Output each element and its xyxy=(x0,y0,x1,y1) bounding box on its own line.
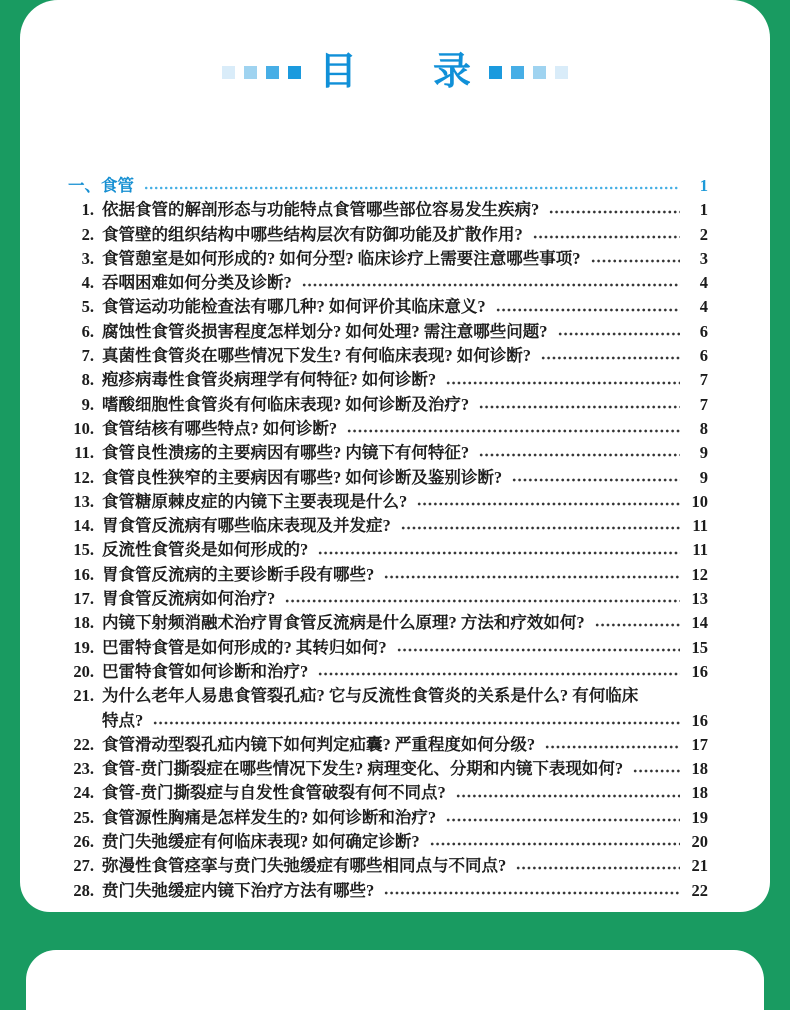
item-text: 胃食管反流病有哪些临床表现及并发症? xyxy=(102,516,391,536)
item-text: 吞咽困难如何分类及诊断? xyxy=(102,273,292,293)
item-number: 3. xyxy=(81,248,94,268)
item-text: 胃食管反流病如何治疗? xyxy=(102,589,276,609)
page-number: 4 xyxy=(699,297,708,317)
toc-item xyxy=(68,611,708,635)
toc-item xyxy=(68,587,708,611)
item-number: 12. xyxy=(73,467,94,487)
toc-item xyxy=(68,295,708,319)
page-number: 12 xyxy=(691,564,708,584)
item-text: 依据食管的解剖形态与功能特点食管哪些部位容易发生疾病? xyxy=(102,200,540,220)
deco-square xyxy=(266,66,279,79)
item-text: 食管良性溃疡的主要病因有哪些? 内镜下有何特征? xyxy=(102,443,470,463)
item-number: 7. xyxy=(81,346,94,366)
dot-leader xyxy=(347,428,680,434)
page-number: 11 xyxy=(692,540,708,560)
toc-item xyxy=(68,441,708,465)
toc-item xyxy=(68,830,708,854)
deco-square xyxy=(533,66,546,79)
item-text: 食管糖原棘皮症的内镜下主要表现是什么? xyxy=(102,491,408,511)
toc-item xyxy=(68,198,708,222)
item-number: 19. xyxy=(73,637,94,657)
page-number: 10 xyxy=(691,491,708,511)
page-number: 1 xyxy=(699,200,708,220)
next-card-preview xyxy=(26,950,764,1010)
item-text: 食管运动功能检查法有哪几种? 如何评价其临床意义? xyxy=(102,297,486,317)
page-number: 15 xyxy=(691,637,708,657)
dot-leader xyxy=(633,768,680,774)
dot-leader xyxy=(479,404,680,410)
page-number: 7 xyxy=(699,370,708,390)
item-text: 食管-贲门撕裂症与自发性食管破裂有何不同点? xyxy=(102,783,446,803)
page-number: 1 xyxy=(699,176,708,195)
toc-item xyxy=(68,223,708,247)
item-number: 9. xyxy=(81,394,94,414)
item-number: 6. xyxy=(81,321,94,341)
toc-item xyxy=(68,393,708,417)
toc-item xyxy=(68,320,708,344)
deco-square xyxy=(511,66,524,79)
page-number: 7 xyxy=(699,394,708,414)
toc-header xyxy=(20,0,770,96)
item-text: 贲门失弛缓症有何临床表现? 如何确定诊断? xyxy=(102,832,420,852)
item-text: 胃食管反流病的主要诊断手段有哪些? xyxy=(102,564,375,584)
item-text: 巴雷特食管是如何形成的? 其转归如何? xyxy=(102,637,387,657)
item-number: 22. xyxy=(73,734,94,754)
page-number: 21 xyxy=(691,856,708,876)
item-number: 1. xyxy=(81,200,94,220)
dot-leader xyxy=(479,452,680,458)
item-text: 食管源性胸痛是怎样发生的? 如何诊断和治疗? xyxy=(102,807,437,827)
page-number: 20 xyxy=(691,832,708,852)
dot-leader xyxy=(384,574,680,580)
item-number: 11. xyxy=(74,443,94,463)
toc-item xyxy=(68,247,708,271)
deco-square xyxy=(555,66,568,79)
item-number: 28. xyxy=(73,880,94,900)
page-number: 11 xyxy=(692,516,708,536)
dot-leader xyxy=(401,525,680,531)
toc-item xyxy=(68,514,708,538)
item-number: 25. xyxy=(73,807,94,827)
item-text: 嗜酸细胞性食管炎有何临床表现? 如何诊断及治疗? xyxy=(102,394,470,414)
item-text: 腐蚀性食管炎损害程度怎样划分? 如何处理? 需注意哪些问题? xyxy=(102,321,548,341)
toc-item xyxy=(68,879,708,903)
deco-square xyxy=(489,66,502,79)
item-text: 真菌性食管炎在哪些情况下发生? 有何临床表现? 如何诊断? xyxy=(102,346,531,366)
item-number: 27. xyxy=(73,856,94,876)
item-text: 巴雷特食管如何诊断和治疗? xyxy=(102,661,309,681)
dot-leader xyxy=(384,890,680,896)
dot-leader xyxy=(302,282,680,288)
toc-item xyxy=(68,733,708,757)
page-number: 3 xyxy=(699,248,708,268)
deco-square xyxy=(288,66,301,79)
toc-item xyxy=(68,660,708,684)
dot-leader xyxy=(397,647,680,653)
dot-leader xyxy=(541,355,680,361)
item-text: 食管结核有哪些特点? 如何诊断? xyxy=(102,418,338,438)
page-number: 19 xyxy=(691,807,708,827)
toc-item xyxy=(68,563,708,587)
dot-leader xyxy=(430,841,680,847)
page-number: 6 xyxy=(699,346,708,366)
dot-leader xyxy=(545,744,680,750)
toc-item xyxy=(68,781,708,805)
item-text: 食管-贲门撕裂症在哪些情况下发生? 病理变化、分期和内镜下表现如何? xyxy=(102,759,624,779)
dot-leader xyxy=(144,185,680,191)
toc-list xyxy=(20,174,770,903)
toc-item xyxy=(68,538,708,562)
dot-leader xyxy=(558,331,681,337)
toc-item xyxy=(68,709,708,733)
item-number: 2. xyxy=(81,224,94,244)
item-number: 15. xyxy=(73,540,94,560)
page-number: 18 xyxy=(691,783,708,803)
toc-item xyxy=(68,344,708,368)
dot-leader xyxy=(417,501,680,507)
page-number: 4 xyxy=(699,273,708,293)
page-number: 13 xyxy=(691,589,708,609)
item-number: 5. xyxy=(81,297,94,317)
dot-leader xyxy=(496,307,680,313)
item-text: 疱疹病毒性食管炎病理学有何特征? 如何诊断? xyxy=(102,370,437,390)
dot-leader xyxy=(318,550,680,556)
page-title: 目 录 xyxy=(318,51,471,93)
dot-leader xyxy=(549,209,680,215)
page-number: 17 xyxy=(691,734,708,754)
item-text: 食管滑动型裂孔疝内镜下如何判定疝囊? 严重程度如何分级? xyxy=(102,734,536,754)
page-number: 16 xyxy=(691,661,708,681)
item-number: 18. xyxy=(73,613,94,633)
page-number: 6 xyxy=(699,321,708,341)
dot-leader xyxy=(595,622,680,628)
item-number: 26. xyxy=(73,832,94,852)
dot-leader xyxy=(516,865,680,871)
toc-item xyxy=(68,806,708,830)
page-number: 2 xyxy=(699,224,708,244)
page-number: 8 xyxy=(699,418,708,438)
toc-item xyxy=(68,466,708,490)
item-text: 贲门失弛缓症内镜下治疗方法有哪些? xyxy=(102,880,375,900)
item-number: 20. xyxy=(73,661,94,681)
item-number: 16. xyxy=(73,564,94,584)
item-text: 内镜下射频消融术治疗胃食管反流病是什么原理? 方法和疗效如何? xyxy=(102,613,585,633)
dot-leader xyxy=(446,817,680,823)
item-text: 特点? xyxy=(102,710,144,730)
toc-section-row xyxy=(68,174,708,198)
dot-leader xyxy=(285,598,680,604)
deco-squares-right xyxy=(489,66,568,79)
toc-item xyxy=(68,271,708,295)
deco-square xyxy=(222,66,235,79)
dot-leader xyxy=(153,720,680,726)
item-text: 食管良性狭窄的主要病因有哪些? 如何诊断及鉴别诊断? xyxy=(102,467,503,487)
content-card xyxy=(20,0,770,912)
deco-squares-left xyxy=(222,66,301,79)
item-number: 14. xyxy=(73,516,94,536)
dot-leader xyxy=(456,793,680,799)
section-label: 一、食管 xyxy=(68,176,134,195)
toc-item xyxy=(68,490,708,514)
item-number: 24. xyxy=(73,783,94,803)
dot-leader xyxy=(318,671,680,677)
dot-leader xyxy=(591,258,681,264)
item-number: 23. xyxy=(73,759,94,779)
toc-item xyxy=(68,684,708,708)
page-number: 16 xyxy=(691,710,708,730)
toc-item xyxy=(68,757,708,781)
dot-leader xyxy=(512,477,680,483)
item-number: 8. xyxy=(81,370,94,390)
item-text: 弥漫性食管痉挛与贲门失弛缓症有哪些相同点与不同点? xyxy=(102,856,507,876)
dot-leader xyxy=(446,380,680,386)
item-text: 为什么老年人易患食管裂孔疝? 它与反流性食管炎的关系是什么? 有何临床 xyxy=(102,686,639,706)
page-number: 14 xyxy=(691,613,708,633)
toc-item xyxy=(68,417,708,441)
item-number: 4. xyxy=(81,273,94,293)
item-number: 13. xyxy=(73,491,94,511)
toc-item xyxy=(68,854,708,878)
page-number: 9 xyxy=(699,443,708,463)
item-text: 食管壁的组织结构中哪些结构层次有防御功能及扩散作用? xyxy=(102,224,523,244)
toc-item xyxy=(68,368,708,392)
page-number: 18 xyxy=(691,759,708,779)
dot-leader xyxy=(533,234,680,240)
item-number: 17. xyxy=(73,589,94,609)
item-number: 10. xyxy=(73,418,94,438)
deco-square xyxy=(244,66,257,79)
item-text: 反流性食管炎是如何形成的? xyxy=(102,540,309,560)
toc-item xyxy=(68,636,708,660)
page-number: 9 xyxy=(699,467,708,487)
item-number: 21. xyxy=(73,686,94,706)
item-text: 食管憩室是如何形成的? 如何分型? 临床诊疗上需要注意哪些事项? xyxy=(102,248,581,268)
page-number: 22 xyxy=(691,880,708,900)
